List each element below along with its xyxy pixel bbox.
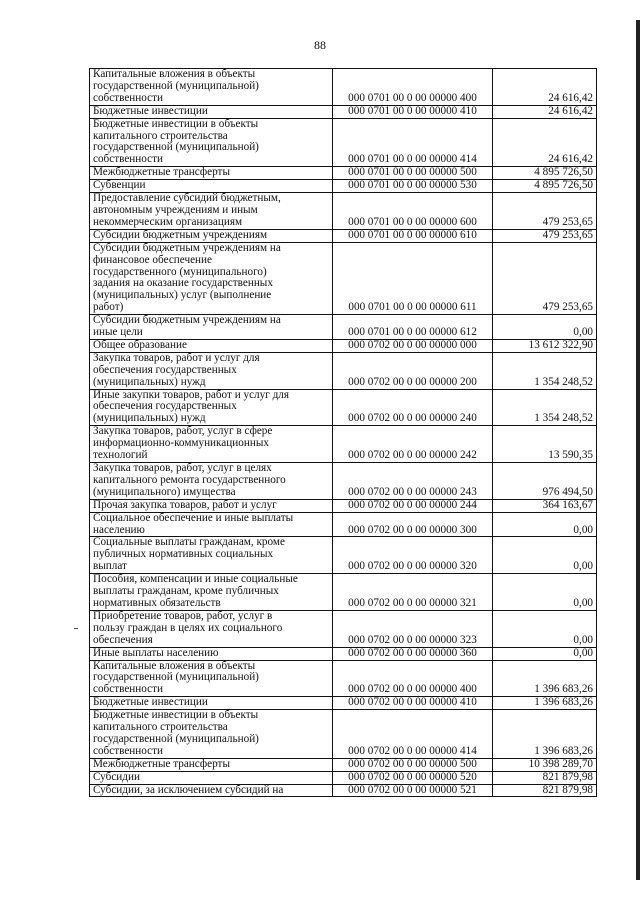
expense-name-line: Межбюджетные трансферты	[93, 758, 230, 770]
expense-name-line: государственной (муниципальной)	[93, 671, 259, 684]
expense-name-line: Капитальные вложения в объекты	[93, 68, 256, 80]
budget-code-cell: 000 0702 00 0 00 00000 500	[333, 758, 493, 771]
table-row	[90, 574, 597, 611]
table-row	[90, 315, 597, 340]
table-row	[90, 339, 597, 352]
expense-name-line: (муниципальных) нужд	[93, 412, 206, 425]
budget-code-cell: 000 0701 00 0 00 00000 611	[333, 242, 493, 314]
budget-code-cell: 000 0702 00 0 00 00000 300	[333, 512, 493, 537]
expense-name-line: собственности	[93, 91, 163, 104]
budget-code-cell: 000 0702 00 0 00 00000 000	[333, 339, 493, 352]
table-row	[90, 167, 597, 180]
scan-margin-mark	[74, 628, 78, 629]
expense-name-line: Иные выплаты населению	[93, 647, 219, 659]
table-row	[90, 499, 597, 512]
budget-code-cell: 000 0701 00 0 00 00000 400	[333, 69, 493, 106]
expense-name-line: пользу граждан в целях их социального	[93, 621, 283, 634]
amount-cell: 1 354 248,52	[493, 352, 597, 389]
expense-name-line: государственной (муниципальной)	[93, 79, 259, 92]
budget-code-cell: 000 0702 00 0 00 00000 200	[333, 352, 493, 389]
budget-code-cell: 000 0701 00 0 00 00000 612	[333, 315, 493, 340]
budget-code-cell: 000 0702 00 0 00 00000 320	[333, 537, 493, 574]
expense-name-cell	[90, 710, 333, 759]
budget-code-cell: 000 0702 00 0 00 00000 414	[333, 710, 493, 759]
amount-cell: 479 253,65	[493, 242, 597, 314]
expense-name-line: государственной (муниципальной)	[93, 141, 259, 154]
budget-code-cell: 000 0701 00 0 00 00000 500	[333, 167, 493, 180]
budget-code-cell: 000 0702 00 0 00 00000 400	[333, 660, 493, 697]
table-row	[90, 784, 597, 797]
expense-name-line: некоммерческим организациям	[93, 215, 243, 228]
table-row	[90, 697, 597, 710]
amount-cell: 0,00	[493, 610, 597, 647]
expense-name-line: капитального ремонта государственного	[93, 473, 286, 486]
expense-name-line: Межбюджетные трансферты	[93, 166, 230, 179]
amount-cell: 1 396 683,26	[493, 660, 597, 697]
table-row	[90, 537, 597, 574]
amount-cell: 4 895 726,50	[493, 167, 597, 180]
expense-name-line: нормативных обязательств	[93, 596, 221, 609]
expense-name-cell	[90, 758, 333, 771]
expense-name-line: (муниципального) имущества	[93, 485, 236, 498]
expense-name-line: Закупка товаров, работ, услуг в целях	[93, 462, 272, 474]
expense-name-cell	[90, 352, 333, 389]
amount-cell: 0,00	[493, 537, 597, 574]
amount-cell: 1 396 683,26	[493, 697, 597, 710]
expense-name-line: Субсидии, за исключением субсидий на	[93, 784, 284, 796]
amount-cell: 24 616,42	[493, 118, 597, 167]
expense-name-line: собственности	[93, 744, 163, 757]
expense-name-cell	[90, 69, 333, 106]
amount-cell: 0,00	[493, 647, 597, 660]
expense-name-cell	[90, 229, 333, 242]
amount-cell: 0,00	[493, 574, 597, 611]
budget-code-cell: 000 0701 00 0 00 00000 610	[333, 229, 493, 242]
expense-name-cell	[90, 537, 333, 574]
budget-code-cell: 000 0701 00 0 00 00000 414	[333, 118, 493, 167]
amount-cell: 24 616,42	[493, 105, 597, 118]
expense-name-line: обеспечения	[93, 633, 153, 646]
expense-name-line: технологий	[93, 449, 148, 462]
budget-code-cell: 000 0701 00 0 00 00000 410	[333, 105, 493, 118]
amount-cell: 4 895 726,50	[493, 180, 597, 193]
table-row	[90, 389, 597, 426]
table-row	[90, 242, 597, 314]
amount-cell: 10 398 289,70	[493, 758, 597, 771]
expense-name-cell	[90, 784, 333, 797]
table-row	[90, 771, 597, 784]
amount-cell: 13 612 322,90	[493, 339, 597, 352]
amount-cell: 479 253,65	[493, 229, 597, 242]
table-row	[90, 352, 597, 389]
expense-name-line: капитального строительства	[93, 721, 228, 734]
expense-name-cell	[90, 647, 333, 660]
amount-cell: 1 396 683,26	[493, 710, 597, 759]
expense-name-line: Закупка товаров, работ и услуг для	[93, 352, 260, 364]
expense-name-line: обеспечения государственных	[93, 400, 237, 413]
budget-code-cell: 000 0702 00 0 00 00000 360	[333, 647, 493, 660]
expense-name-cell	[90, 512, 333, 537]
expense-name-cell	[90, 697, 333, 710]
budget-code-cell: 000 0702 00 0 00 00000 242	[333, 426, 493, 463]
table-row	[90, 118, 597, 167]
expense-name-line: задания на оказание государственных	[93, 277, 273, 290]
scan-edge-line	[636, 20, 640, 880]
expense-name-line: государственной (муниципальной)	[93, 732, 259, 745]
expense-name-cell	[90, 180, 333, 193]
expense-name-line: Закупка товаров, работ, услуг в сфере	[93, 425, 273, 438]
expense-name-line: Бюджетные инвестиции	[93, 105, 208, 117]
expense-name-line: Пособия, компенсации и иные социальные	[93, 573, 298, 586]
expense-name-cell	[90, 315, 333, 340]
expense-name-line: государственного (муниципального)	[93, 265, 267, 278]
expense-name-cell	[90, 463, 333, 500]
expense-name-cell	[90, 499, 333, 512]
table-row	[90, 758, 597, 771]
expense-name-line: выплат	[93, 560, 127, 573]
budget-code-cell: 000 0701 00 0 00 00000 600	[333, 193, 493, 230]
expense-name-line: Социальное обеспечение и иные выплаты	[93, 512, 294, 524]
table-row	[90, 105, 597, 118]
budget-code-cell: 000 0702 00 0 00 00000 240	[333, 389, 493, 426]
expense-name-line: обеспечения государственных	[93, 363, 237, 376]
expense-name-cell	[90, 105, 333, 118]
expense-name-cell	[90, 118, 333, 167]
table-row	[90, 229, 597, 242]
expense-name-line: автономным учреждениям и иным	[93, 203, 258, 216]
budget-code-cell: 000 0702 00 0 00 00000 243	[333, 463, 493, 500]
expense-name-line: Прочая закупка товаров, работ и услуг	[93, 499, 277, 511]
expense-name-line: Субсидии	[93, 771, 140, 783]
amount-cell: 24 616,42	[493, 69, 597, 106]
amount-cell: 1 354 248,52	[493, 389, 597, 426]
table-row	[90, 463, 597, 500]
expense-name-line: Субсидии бюджетным учреждениям	[93, 229, 268, 241]
expense-name-line: Капитальные вложения в объекты	[93, 660, 256, 672]
expense-name-line: Общее образование	[93, 339, 187, 351]
table-row	[90, 647, 597, 660]
amount-cell: 13 590,35	[493, 426, 597, 463]
expense-name-line: выплаты гражданам, кроме публичных	[93, 585, 279, 598]
expense-name-line: Предоставление субсидий бюджетным,	[93, 192, 281, 205]
budget-code-cell: 000 0702 00 0 00 00000 520	[333, 771, 493, 784]
budget-code-cell: 000 0702 00 0 00 00000 244	[333, 499, 493, 512]
expense-name-line: Субсидии бюджетным учреждениям на	[93, 314, 281, 327]
table-row	[90, 180, 597, 193]
expense-name-line: Приобретение товаров, работ, услуг в	[93, 610, 273, 622]
expense-name-line: (муниципальных) нужд	[93, 375, 206, 388]
table-row	[90, 512, 597, 537]
expense-name-cell	[90, 167, 333, 180]
table-row	[90, 610, 597, 647]
amount-cell: 364 163,67	[493, 499, 597, 512]
amount-cell: 0,00	[493, 315, 597, 340]
amount-cell: 821 879,98	[493, 771, 597, 784]
expense-name-line: Социальные выплаты гражданам, кроме	[93, 536, 285, 549]
expense-name-line: собственности	[93, 153, 163, 166]
table-row	[90, 426, 597, 463]
budget-code-cell: 000 0702 00 0 00 00000 321	[333, 574, 493, 611]
expense-name-line: иные цели	[93, 326, 143, 339]
page-number: 88	[314, 38, 326, 52]
expense-name-line: работ)	[93, 301, 124, 314]
expense-name-line: населению	[93, 523, 145, 536]
table-row	[90, 660, 597, 697]
expense-name-cell	[90, 771, 333, 784]
expense-name-cell	[90, 339, 333, 352]
expense-name-line: Иные закупки товаров, работ и услуг для	[93, 389, 290, 401]
table-row	[90, 193, 597, 230]
amount-cell: 0,00	[493, 512, 597, 537]
amount-cell: 976 494,50	[493, 463, 597, 500]
expense-name-line: Бюджетные инвестиции в объекты	[93, 118, 259, 130]
expense-name-line: Бюджетные инвестиции в объекты	[93, 709, 259, 722]
expense-name-line: информационно-коммуникационных	[93, 437, 269, 450]
expense-name-line: собственности	[93, 683, 163, 696]
expense-name-cell	[90, 242, 333, 314]
expense-name-cell	[90, 389, 333, 426]
expense-name-line: (муниципальных) услуг (выполнение	[93, 289, 272, 302]
expense-name-cell	[90, 610, 333, 647]
table-row	[90, 710, 597, 759]
expense-name-cell	[90, 426, 333, 463]
budget-code-cell: 000 0702 00 0 00 00000 323	[333, 610, 493, 647]
budget-code-cell: 000 0702 00 0 00 00000 521	[333, 784, 493, 797]
budget-code-cell: 000 0702 00 0 00 00000 410	[333, 697, 493, 710]
budget-table	[89, 68, 597, 797]
amount-cell: 821 879,98	[493, 784, 597, 797]
budget-code-cell: 000 0701 00 0 00 00000 530	[333, 180, 493, 193]
expense-name-line: Субвенции	[93, 179, 146, 192]
budget-table-body	[90, 69, 597, 797]
expense-name-cell	[90, 660, 333, 697]
expense-name-line: капитального строительства	[93, 129, 228, 142]
expense-name-line: публичных нормативных социальных	[93, 548, 274, 561]
table-row	[90, 69, 597, 106]
expense-name-cell	[90, 193, 333, 230]
expense-name-line: финансовое обеспечение	[93, 253, 212, 266]
expense-name-line: Бюджетные инвестиции	[93, 696, 208, 709]
expense-name-cell	[90, 574, 333, 611]
amount-cell: 479 253,65	[493, 193, 597, 230]
expense-name-line: Субсидии бюджетным учреждениям на	[93, 242, 281, 254]
